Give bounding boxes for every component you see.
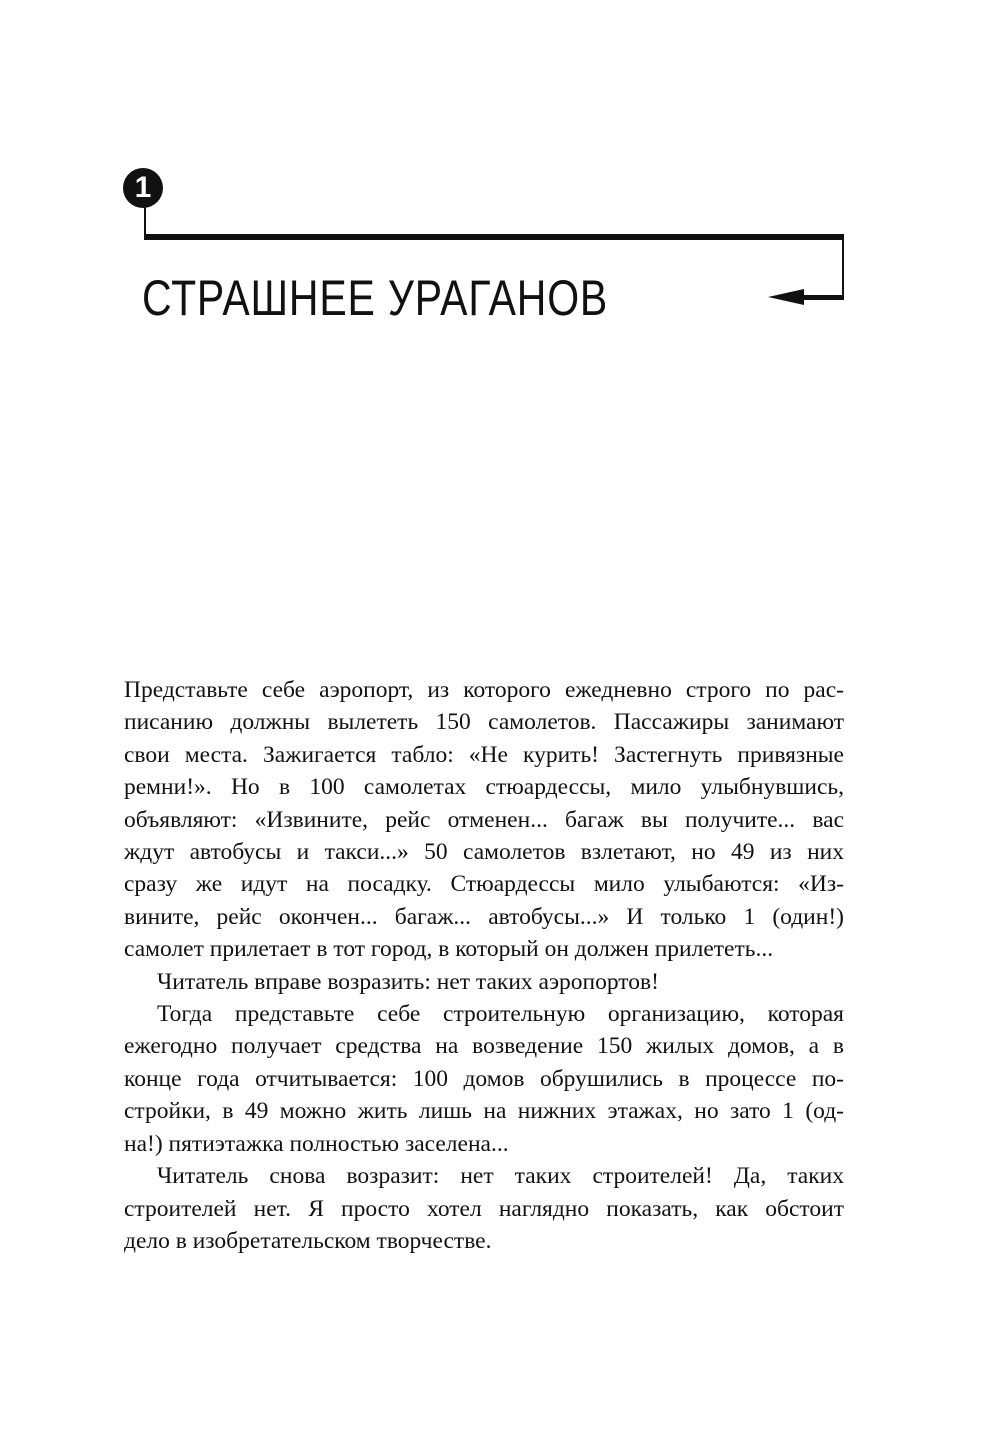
text-line: конце года отчитывается: 100 домов обрушились в процессе по- [124,1065,844,1092]
header-rule [144,234,844,240]
header-connector-right [842,234,844,300]
text-line: Читатель снова возразит: нет таких строителей! Да, таких [157,1163,844,1190]
paragraph [124,966,844,998]
text-line: писанию должны вылететь 150 самолетов. Пассажиры занимают [124,709,844,736]
body-text [124,674,844,1257]
arrow-shaft [800,295,844,300]
text-line: Читатель вправе возразить: нет таких аэропортов! [157,968,659,995]
text-line: на!) пятиэтажка полностью заселена... [124,1130,509,1157]
text-line: самолет прилетает в тот город, в который он должен прилететь... [124,936,774,963]
text-line: сразу же идут на посадку. Стюардессы мило улыбаются: «Из- [124,871,844,898]
text-line: Представьте себе аэропорт, из которого ежедневно строго по рас- [124,677,844,703]
text-line: ремни!». Но в 100 самолетах стюардессы, мило улыбнувшись, [124,774,844,801]
text-line: стройки, в 49 можно жить лишь на нижних этажах, но зато 1 (од- [124,1098,844,1125]
text-line: строителей нет. Я просто хотел наглядно показать, как обстоит [124,1195,844,1222]
chapter-title: СТРАШНЕЕ УРАГАНОВ [142,270,609,326]
text-line: вините, рейс окончен... багаж... автобусы...» И только 1 (один!) [124,903,844,930]
chapter-number-badge: 1 [123,168,163,208]
text-line: ежегодно получает средства на возведение 150 жилых домов, а в [124,1033,844,1060]
arrow-left-icon [768,289,804,305]
text-line: объявляют: «Извините, рейс отменен... багаж вы получите... вас [124,806,844,833]
paragraph [124,674,844,966]
text-line: дело в изобретательском творчестве. [124,1227,492,1254]
paragraph [124,998,844,1160]
text-line: ждут автобусы и такси...» 50 самолетов взлетают, но 49 из них [124,839,844,866]
paragraph [124,1160,844,1257]
text-line: свои места. Зажигается табло: «Не курить! Застегнуть привязные [124,741,844,768]
text-line: Тогда представьте себе строительную организацию, которая [157,1001,844,1028]
